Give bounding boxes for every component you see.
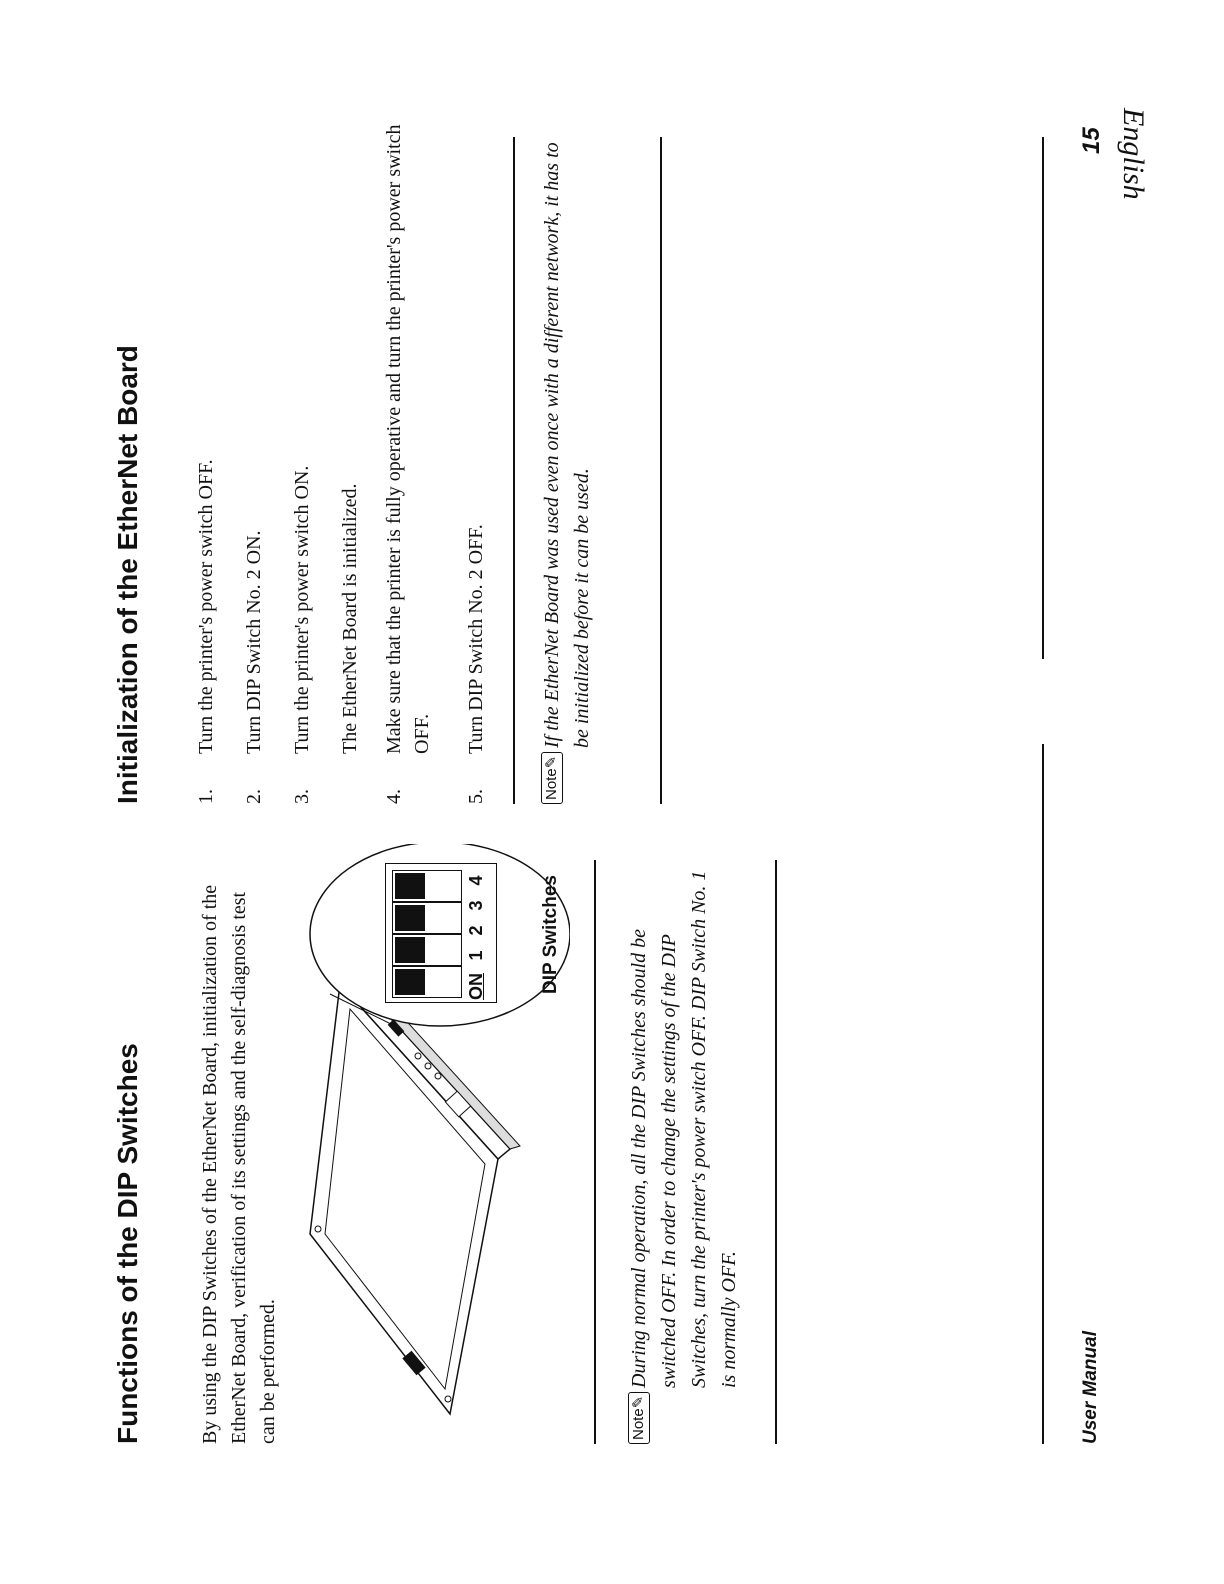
left-note-bottom-rule xyxy=(775,860,777,1444)
note-text-left: During normal operation, all the DIP Switches should be switched OFF. In order to change the settings of the DIP Switches, turn the printer's power switch OFF. DIP Switch No. 1 is normally OFF. xyxy=(628,870,740,1388)
switch-number-3: 3 xyxy=(466,900,486,911)
footer-manual-label: User Manual xyxy=(1080,1331,1101,1444)
note-badge-right: Note✎ xyxy=(541,752,563,804)
language-label: English xyxy=(1117,108,1150,200)
left-top-rule xyxy=(1042,744,1044,1444)
section-title-initialization: Initialization of the EtherNet Board xyxy=(112,345,143,804)
section-title-dip-switches: Functions of the DIP Switches xyxy=(112,1043,143,1444)
initialization-steps: 1. Turn the printer's power switch OFF. 2. Turn DIP Switch No. 2 ON. 3. Turn the printer's power switch ON. The EtherNet Board is initialized. 4. Make sure that the printer is fully operative and turn the printer's power switch OFF. 5. Turn DIP Switch No. 2 OFF. xyxy=(195,124,487,804)
right-top-rule xyxy=(1042,137,1044,659)
switch-number-1: 1 xyxy=(466,950,486,961)
dip-switch-4 xyxy=(392,870,462,902)
dip-switch-row xyxy=(392,870,462,998)
note-text-right: If the EtherNet Board was used even once with a different network, it has to be initialized before it can be used. xyxy=(541,142,593,748)
footer-page-number: 15 xyxy=(1078,127,1105,154)
note-badge-left: Note✎ xyxy=(628,1392,650,1444)
dip-switch-1 xyxy=(392,966,462,998)
figure-caption: DIP Switches xyxy=(540,875,561,994)
dip-intro-paragraph: By using the DIP Switches of the EtherNet Board, initialization of the EtherNet Board, verification of its settings and the self-diagnosis test can be performed. xyxy=(199,884,279,1444)
left-note-top-rule xyxy=(594,860,596,1444)
right-note-top-rule xyxy=(513,137,515,804)
switch-on-label: ON xyxy=(466,973,486,1000)
dip-switch-2 xyxy=(392,934,462,966)
switch-number-4: 4 xyxy=(466,875,486,886)
right-note-bottom-rule xyxy=(660,137,662,804)
dip-switch-labels xyxy=(466,868,487,1000)
switch-number-2: 2 xyxy=(466,925,486,936)
dip-switch-3 xyxy=(392,902,462,934)
dip-switch-block xyxy=(385,863,497,1003)
